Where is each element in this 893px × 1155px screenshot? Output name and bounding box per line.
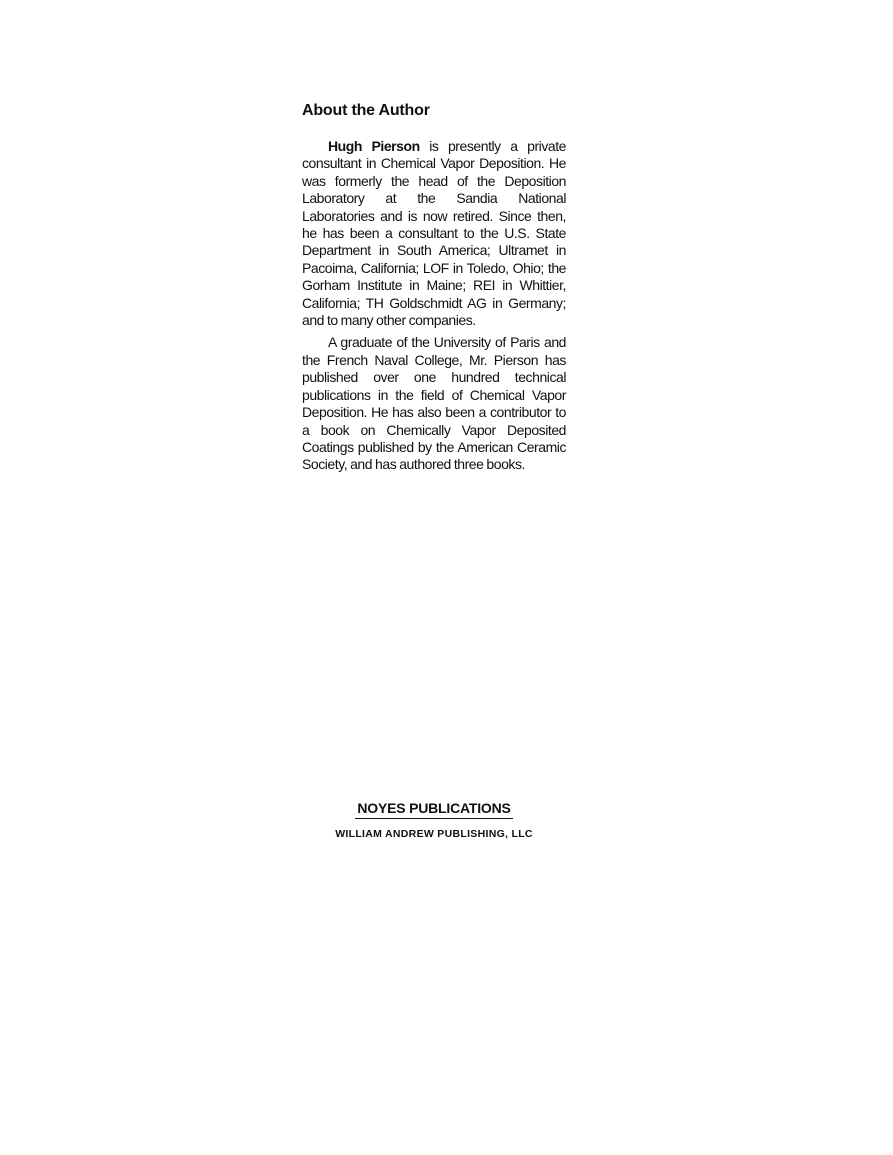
author-name: Hugh Pierson [328,138,420,154]
section-heading: About the Author [302,102,430,119]
publisher-imprint: NOYES PUBLICATIONS [355,798,512,819]
publisher-company: WILLIAM ANDREW PUBLISHING, LLC [335,828,533,840]
publisher-block [302,798,566,841]
bio-paragraph-1 [302,138,566,329]
bio-paragraph-1-text: is presently a private consultant in Chemical Vapor Deposition. He was formerly the head of the Deposition Laboratory at the Sandia National Laboratories and is now retired. Since then, he has been a consultant to the U.S. State Department in South America; Ultramet in Pacoima, California; LOF in Toledo, Ohio; the Gorham Institute in Maine; REI in Whittier, California; TH Goldschmidt AG in Germany; and to many other companies. [302,138,566,329]
about-author-section [302,100,566,479]
bio-paragraph-2: A graduate of the University of Paris and the French Naval College, Mr. Pierson has published over one hundred technical publications in the field of Chemical Vapor Deposition. He has also been a contributor to a book on Chemically Vapor Deposited Coatings published by the American Ceramic Society, and has authored three books. [302,334,566,473]
